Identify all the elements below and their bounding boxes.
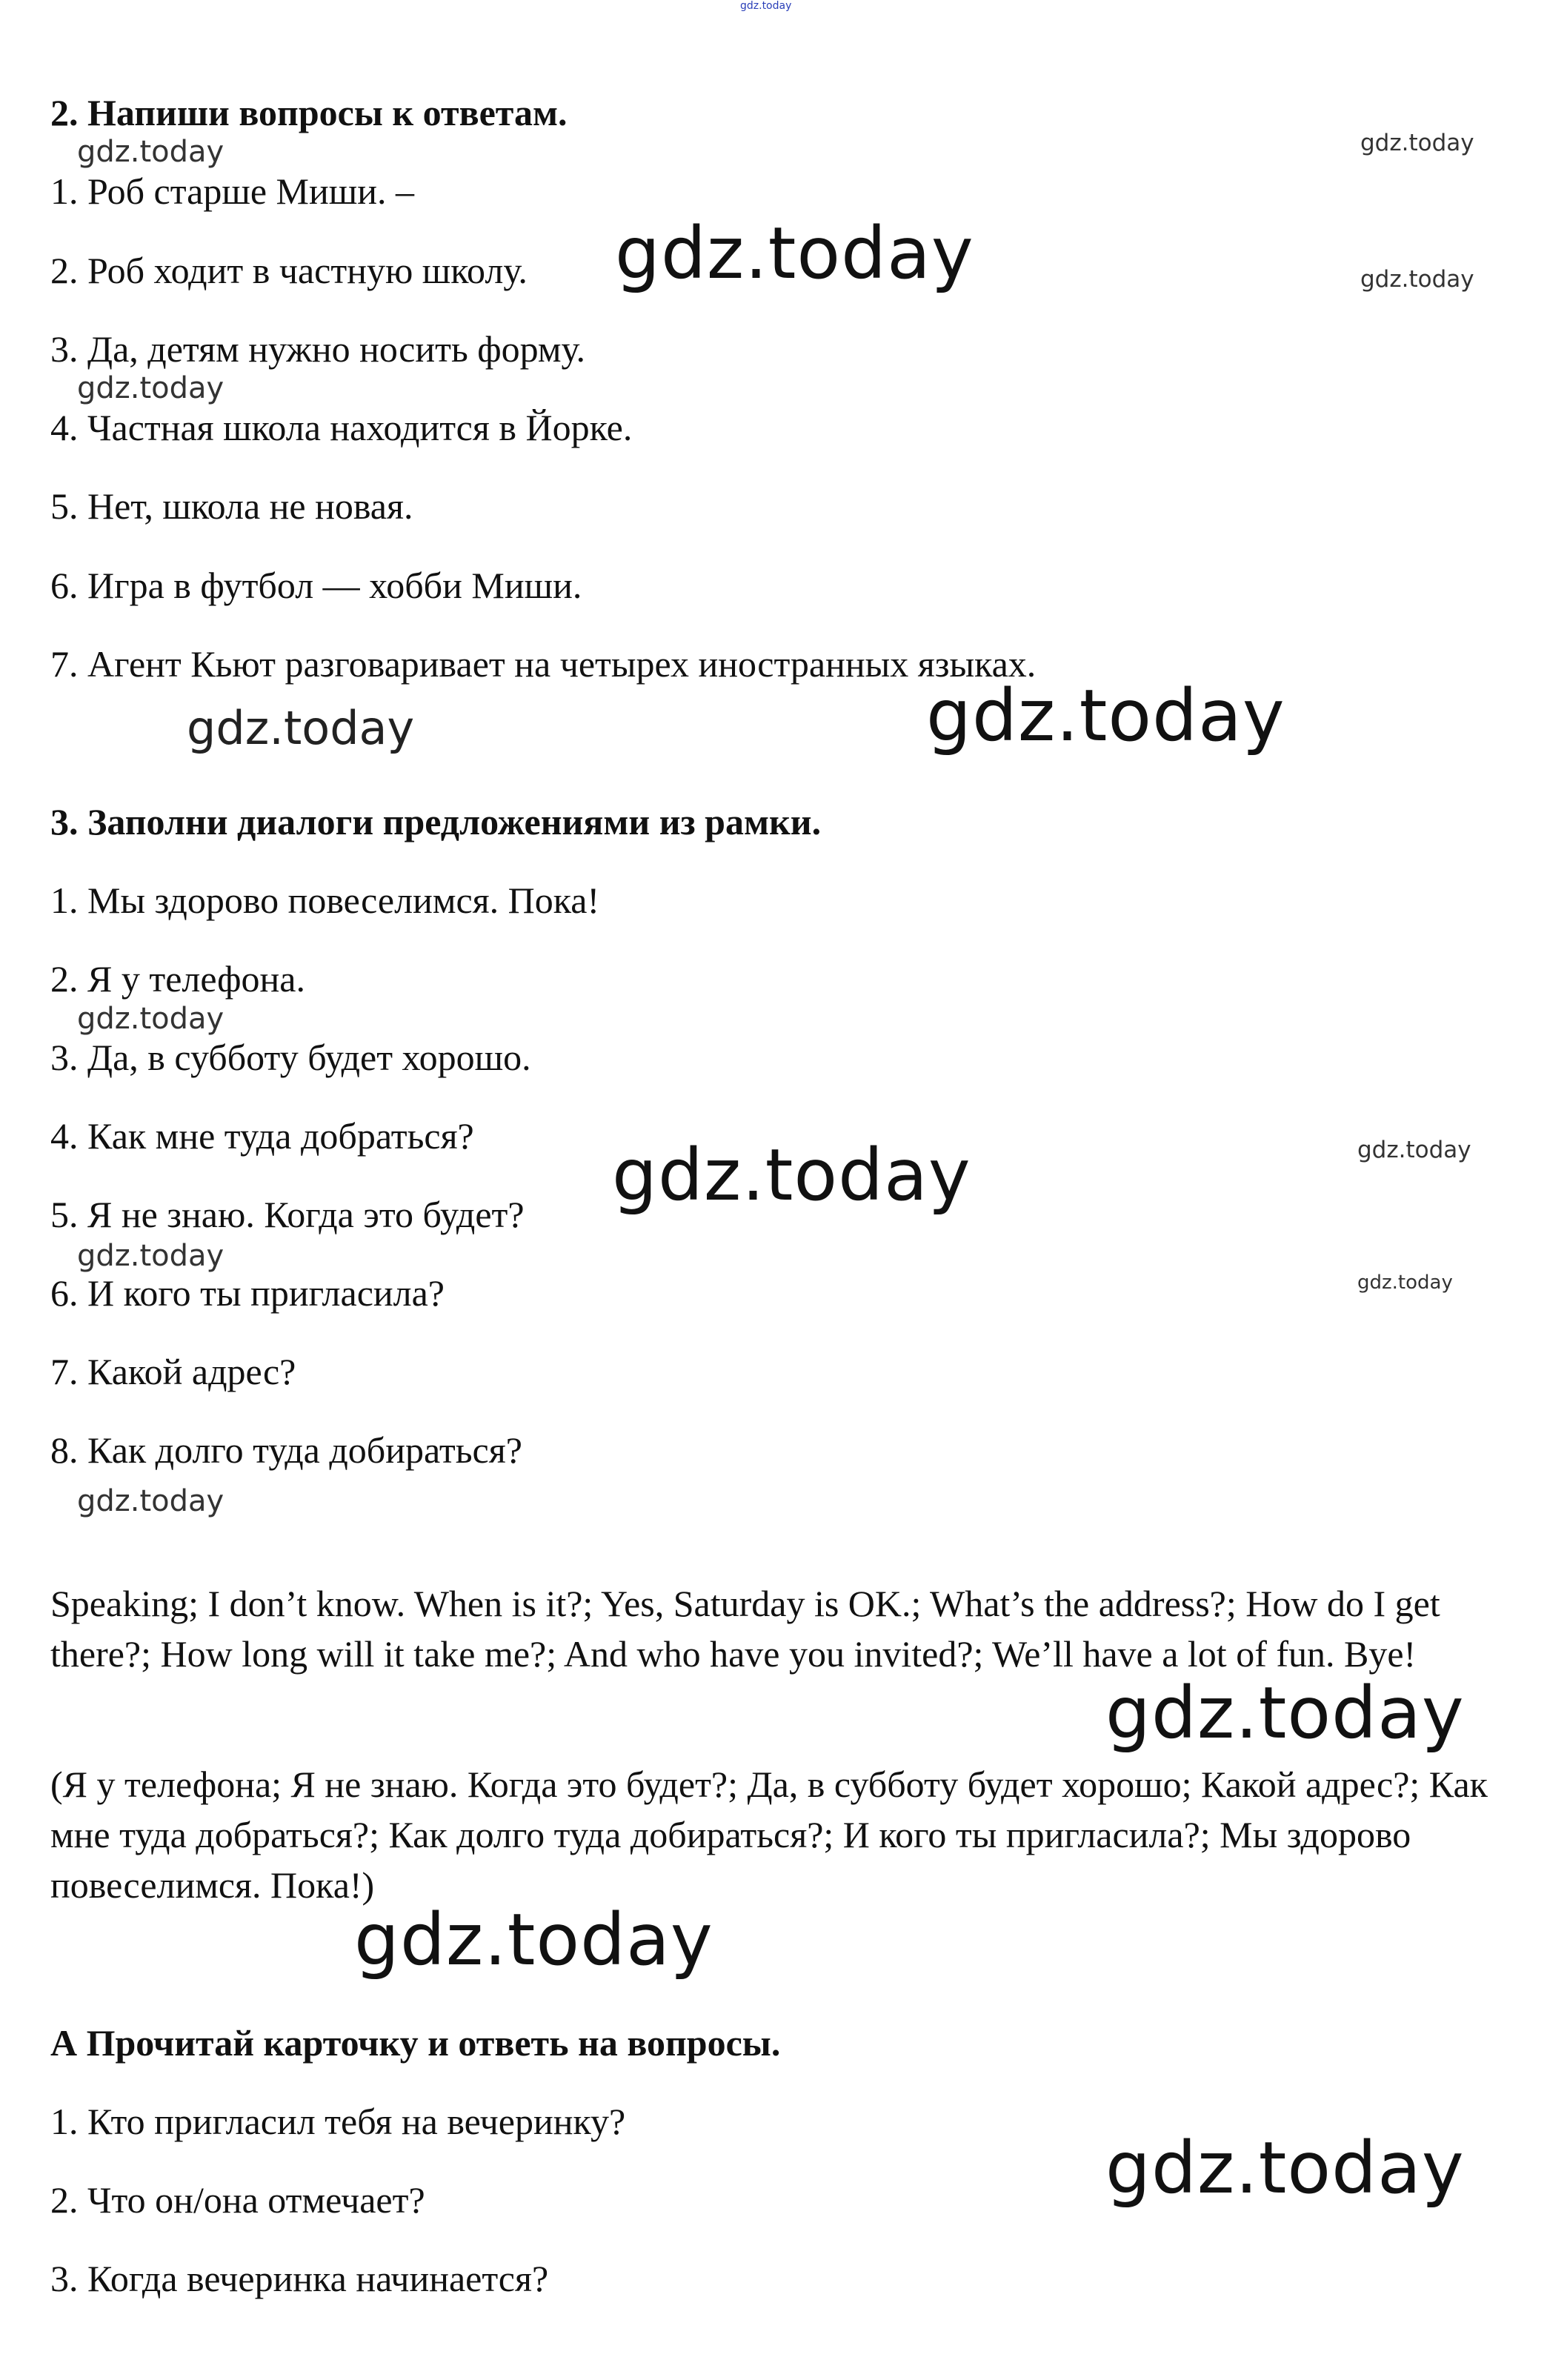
section-2-item-6: 6. Игра в футбол — хобби Миши. xyxy=(50,565,582,606)
section-3-item-5: 5. Я не знаю. Когда это будет? xyxy=(50,1194,525,1235)
section-a-heading: А Прочитай карточку и ответь на вопросы. xyxy=(50,2022,781,2064)
section-2-item-1: 1. Роб старше Миши. – xyxy=(50,170,415,212)
section-2-item-7: 7. Агент Кьют разговаривает на четырех иностранных языках. xyxy=(50,643,1037,685)
section-3-item-7: 7. Какой адрес? xyxy=(50,1351,296,1392)
section-3-item-1: 1. Мы здорово повеселимся. Пока! xyxy=(50,880,600,921)
watermark: gdz.today xyxy=(615,212,974,295)
section-a-item-2: 2. Что он/она отмечает? xyxy=(50,2179,425,2221)
section-2-item-3: 3. Да, детям нужно носить форму. xyxy=(50,328,586,370)
phrase-box-russian: (Я у телефона; Я не знаю. Когда это будет?; Да, в субботу будет хорошо; Какой адрес?; Как мне туда добраться?; Как долго туда добираться?; И кого ты пригласила?; Мы здорово повеселимся. Пока!) xyxy=(50,1764,1488,1906)
watermark: gdz.today xyxy=(77,135,224,169)
section-2-heading: 2. Напиши вопросы к ответам. xyxy=(50,92,568,133)
section-3-item-4: 4. Как мне туда добраться? xyxy=(50,1115,474,1157)
watermark: gdz.today xyxy=(1105,1672,1465,1755)
watermark: gdz.today xyxy=(1357,1137,1471,1163)
watermark: gdz.today xyxy=(1105,2127,1465,2210)
section-a-item-3: 3. Когда вечеринка начинается? xyxy=(50,2258,549,2299)
section-2-item-5: 5. Нет, школа не новая. xyxy=(50,485,413,527)
section-2-item-4: 4. Частная школа находится в Йорке. xyxy=(50,407,633,448)
watermark: gdz.today xyxy=(740,0,792,12)
phrase-box-english: Speaking; I don’t know. When is it?; Yes, Saturday is OK.; What’s the address?; How do I get there?; How long will it take me?; And who have you invited?; We’ll have a lot of fun. Bye! xyxy=(50,1583,1440,1675)
watermark: gdz.today xyxy=(77,1002,224,1036)
watermark: gdz.today xyxy=(77,371,224,405)
section-2-item-2: 2. Роб ходит в частную школу. xyxy=(50,250,528,291)
section-3-item-3: 3. Да, в субботу будет хорошо. xyxy=(50,1037,531,1078)
section-3-item-8: 8. Как долго туда добираться? xyxy=(50,1429,522,1471)
watermark: gdz.today xyxy=(926,674,1285,757)
watermark: gdz.today xyxy=(1357,1272,1453,1294)
watermark: gdz.today xyxy=(77,1484,224,1518)
watermark: gdz.today xyxy=(612,1134,971,1217)
watermark: gdz.today xyxy=(1360,130,1474,156)
section-3-heading: 3. Заполни диалоги предложениями из рамки. xyxy=(50,801,822,842)
section-3-item-2: 2. Я у телефона. xyxy=(50,958,305,1000)
watermark: gdz.today xyxy=(187,701,415,755)
section-3-item-6: 6. И кого ты пригласила? xyxy=(50,1272,445,1314)
watermark: gdz.today xyxy=(1360,266,1474,293)
watermark: gdz.today xyxy=(354,1898,713,1981)
section-a-item-1: 1. Кто пригласил тебя на вечеринку? xyxy=(50,2101,626,2142)
watermark: gdz.today xyxy=(77,1239,224,1273)
